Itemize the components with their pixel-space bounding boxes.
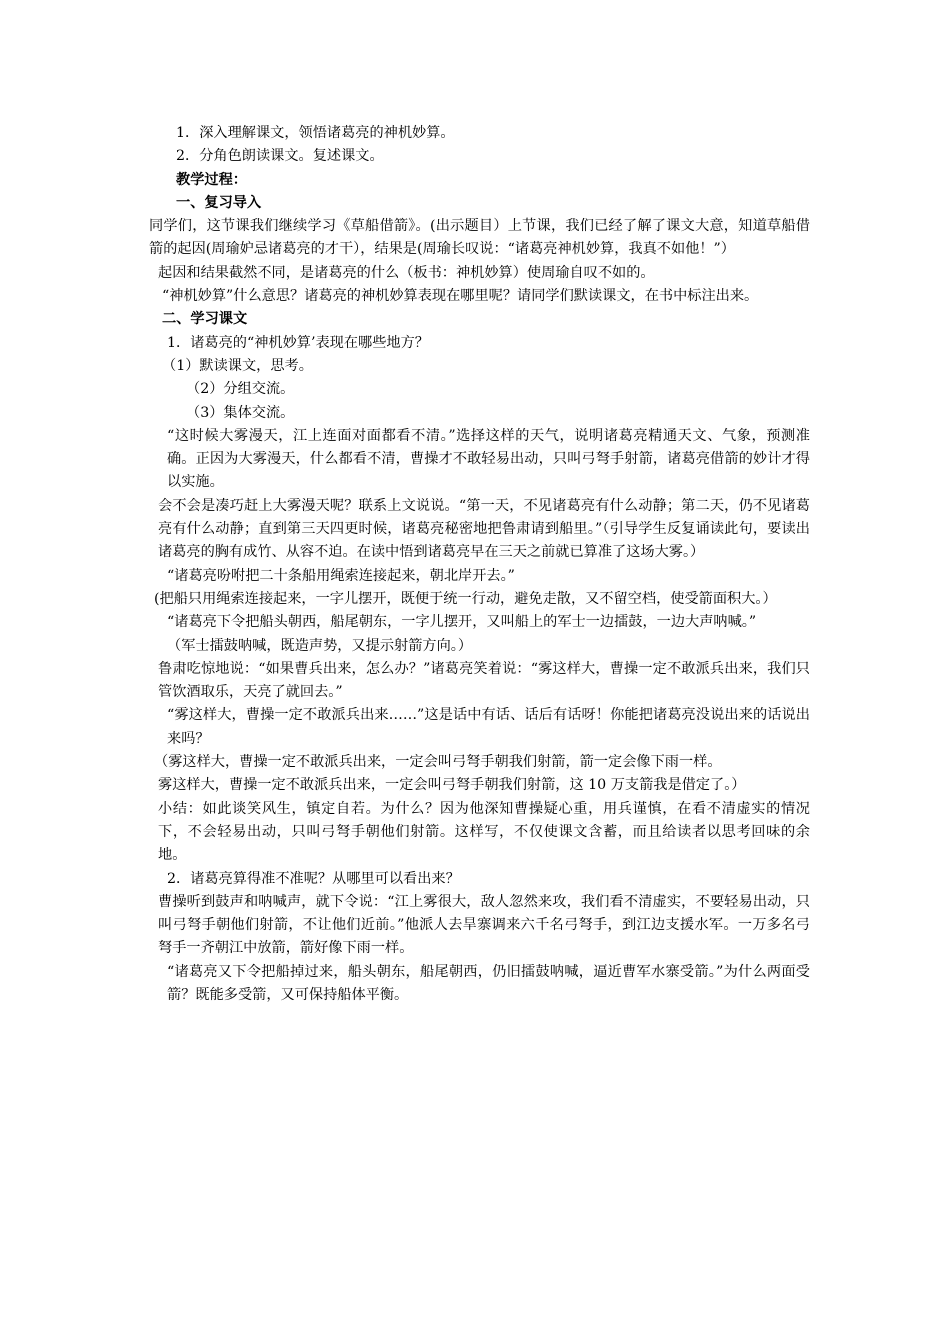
para-turn-ships: “诸葛亮又下令把船掉过来，船头朝东，船尾朝西，仍旧擂鼓呐喊，逼近曹军水寨受箭。”为什么两面受箭？既能多受箭，又可保持船体平衡。 bbox=[167, 963, 810, 1003]
step-1: （1）默读课文，思考。 bbox=[162, 357, 313, 374]
para-quote-ships: “诸葛亮吩咐把二十条船用绳索连接起来，朝北岸开去。” bbox=[167, 567, 515, 584]
objective-1: 1．深入理解课文，领悟诸葛亮的神机妙算。 bbox=[176, 125, 455, 141]
para-coincidence: 会不会是凑巧赶上大雾漫天呢？联系上文说说。“第一天，不见诸葛亮有什么动静；第二天，仍不见诸葛亮有什么动静；直到第三天四更时候，诸葛亮秘密地把鲁肃请到船里。”（引导学生反复诵读此句，要读出诸葛亮的胸有成竹、从容不迫。在读中悟到诸葛亮早在三天之前就已算准了这场大雾。） bbox=[158, 497, 810, 561]
process-heading: 教学过程： bbox=[176, 171, 247, 188]
para-note-ships: (把船只用绳索连接起来，一字儿摆开，既便于统一行动，避免走散，又不留空档，使受箭面积大。） bbox=[154, 590, 777, 607]
question-1: 1．诸葛亮的“神机妙算’表现在哪些地方？ bbox=[167, 334, 429, 351]
para-lusu: 鲁肃吃惊地说：“如果曹兵出来，怎么办？”诸葛亮笑着说：“雾这样大，曹操一定不敢派兵出来，我们只管饮酒取乐，天亮了就回去。” bbox=[158, 660, 810, 701]
para-answer-1: （雾这样大，曹操一定不敢派兵出来，一定会叫弓弩手朝我们射箭，箭一定会像下雨一样。 bbox=[154, 754, 722, 771]
para-answer-2: 雾这样大，曹操一定不敢派兵出来，一定会叫弓弩手朝我们射箭，这 10 万支箭我是借定了。） bbox=[158, 777, 746, 794]
para-hidden-words: “雾这样大，曹操一定不敢派兵出来……”这是话中有话、话后有话呀！你能把诸葛亮没说出来的话说出来吗？ bbox=[167, 707, 810, 747]
step-2: （2）分组交流。 bbox=[186, 381, 295, 398]
step-3: （3）集体交流。 bbox=[186, 404, 295, 421]
para-quote-order: “诸葛亮下令把船头朝西，船尾朝东，一字儿摆开，又叫船上的军士一边擂鼓，一边大声呐喊。” bbox=[167, 614, 757, 631]
para-summary: 小结：如此谈笑风生，镇定自若。为什么？因为他深知曹操疑心重，用兵谨慎，在看不清虚实的情况下，不会轻易出动，只叫弓弩手朝他们射箭。这样写，不仅使课文含蓄，而且给读者以思考回味的余地。 bbox=[158, 800, 810, 864]
para-caocao: 曹操听到鼓声和呐喊声，就下令说：“江上雾很大，敌人忽然来攻，我们看不清虚实，不要轻易出动，只叫弓弩手朝他们射箭，不让他们近前。”他派人去旱寨调来六千名弓弩手，到江边支援水军。一万多名弓弩手一齐朝江中放箭，箭好像下雨一样。 bbox=[158, 893, 810, 957]
section-2-heading: 二、学习课文 bbox=[162, 311, 248, 328]
objective-2: 2．分角色朗读课文。复述课文。 bbox=[176, 148, 384, 165]
section-1-heading: 一、复习导入 bbox=[176, 194, 262, 211]
section-1-para-1: 同学们，这节课我们继续学习《草船借箭》。(出示题目）上节课，我们已经了解了课文大意，知道草船借箭的起因(周瑜妒忌诸葛亮的才干），结果是(周瑜长叹说：“诸葛亮神机妙算，我真不如他！”） bbox=[149, 218, 810, 258]
question-2: 2．诸葛亮算得准不准呢？从哪里可以看出来？ bbox=[167, 870, 460, 887]
para-fog: “这时候大雾漫天，江上连面对面都看不清。”选择这样的天气，说明诸葛亮精通天文、气象，预测准确。正因为大雾漫天，什么都看不清，曹操才不敢轻易出动，只叫弓弩手射箭，诸葛亮借箭的妙计才得以实施。 bbox=[167, 427, 810, 491]
section-1-para-3: “神机妙算”什么意思？诸葛亮的神机妙算表现在哪里呢？请同学们默读课文，在书中标注出来。 bbox=[162, 288, 759, 305]
section-1-para-2: 起因和结果截然不同，是诸葛亮的什么（板书：神机妙算）使周瑜自叹不如的。 bbox=[158, 264, 655, 281]
document-page bbox=[146, 122, 810, 1007]
para-note-drums: （军士擂鼓呐喊，既造声势，又提示射箭方向。） bbox=[167, 637, 473, 654]
